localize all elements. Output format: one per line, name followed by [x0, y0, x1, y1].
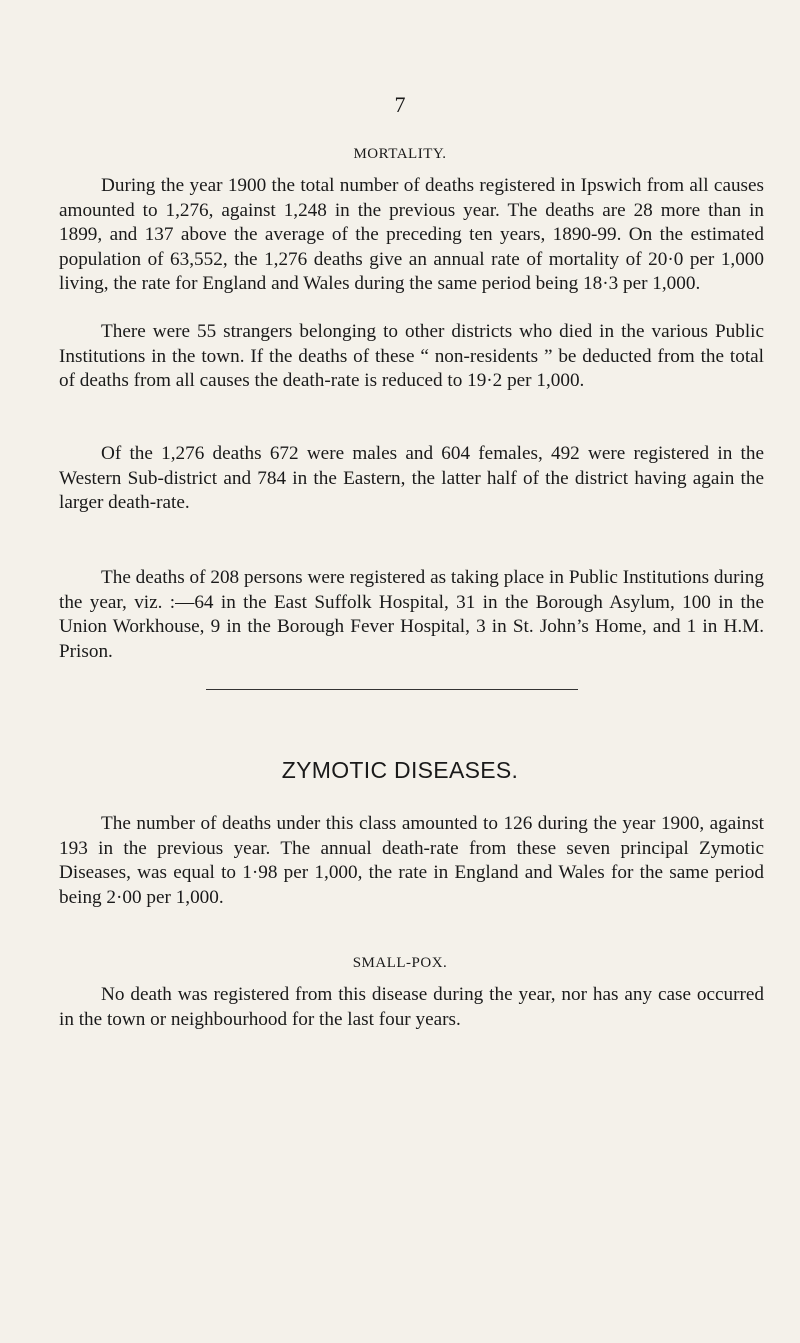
page-number: 7: [394, 92, 406, 117]
zymotic-diseases-heading: ZYMOTIC DISEASES.: [281, 757, 519, 783]
mortality-paragraph-4: The deaths of 208 persons were registered as taking place in Public Institutions during the year, viz. :—64 in the East Suffolk Hospital, 31 in the Borough Asylum, 100 in the Union Workhouse, 9 in the Borough Fever Hospital, 3 in St. John’s Home, and 1 in H.M. Prison.: [59, 567, 764, 662]
smallpox-paragraph: No death was registered from this disease during the year, nor has any case occurred in the town or neighbourhood for the last four years.: [59, 984, 764, 1030]
mortality-paragraph-3: Of the 1,276 deaths 672 were males and 604 females, 492 were registered in the Western Sub-district and 784 in the Eastern, the latter half of the district having again the larger death-rate.: [59, 443, 764, 514]
zymotic-paragraph: The number of deaths under this class amounted to 126 during the year 1900, against 193 in the previous year. The annual death-rate from these seven principal Zymotic Diseases, was equal to 1·98 per 1,000, the rate in England and Wales for the same period being 2·00 per 1,000.: [59, 813, 764, 908]
smallpox-heading: SMALL-POX.: [352, 955, 448, 971]
mortality-heading: MORTALITY.: [353, 146, 447, 162]
mortality-paragraph-2: There were 55 strangers belonging to other districts who died in the various Public Institutions in the town. If the deaths of these “ non-residents ” be deducted from the total of deaths from all causes the death-rate is reduced to 19·2 per 1,000.: [59, 321, 764, 392]
mortality-paragraph-1: During the year 1900 the total number of deaths registered in Ipswich from all causes amounted to 1,276, against 1,248 in the previous year. The deaths are 28 more than in 1899, and 137 above the average of the preceding ten years, 1890-99. On the estimated population of 63,552, the 1,276 deaths give an annual rate of mortality of 20·0 per 1,000 living, the rate for England and Wales during the same period being 18·3 per 1,000.: [59, 175, 764, 295]
section-divider: [206, 689, 578, 690]
